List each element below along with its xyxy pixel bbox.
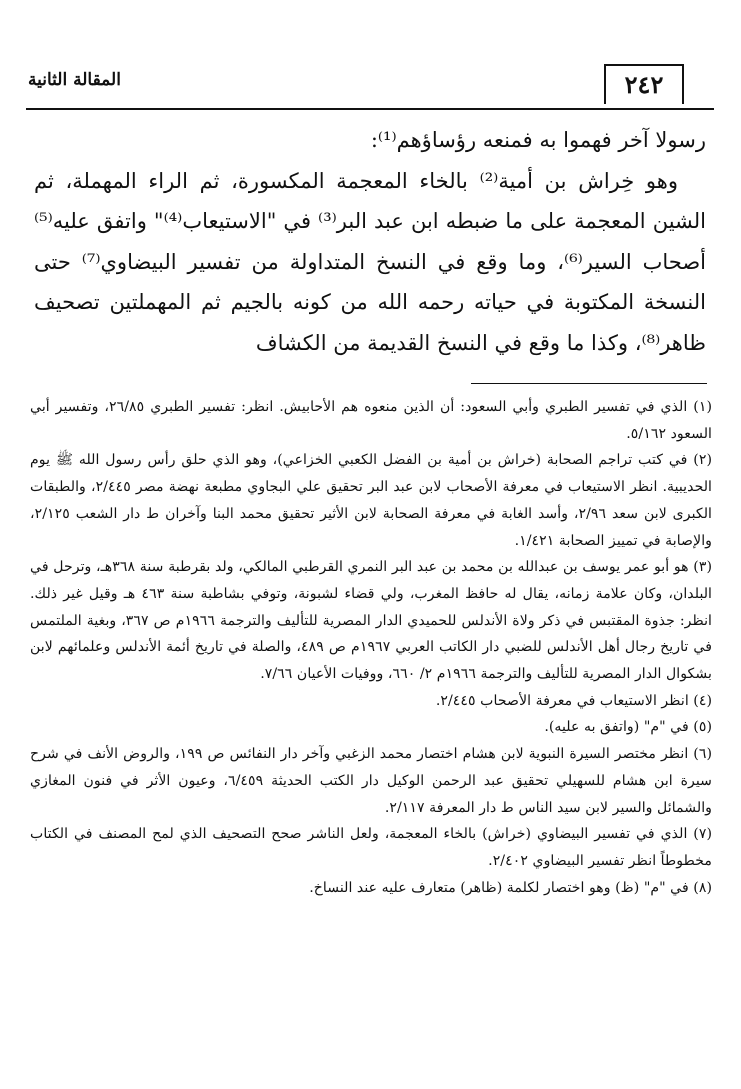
main-text (34, 120, 706, 363)
main-paragraph-1: رسولا آخر فهموا به فمنعه رؤساؤهم⁽¹⁾: (370, 128, 706, 152)
footnote-2: (٢) في كتب تراجم الصحابة (خراش بن أمية بن الفضل الكعبي الخزاعي)، وهو الذي حلق رأس رسول الله ﷺ يوم الحديبية. انظر الاستيعاب في معرفة الأصحاب لابن عبد البر تحقيق علي البجاوي مطبعة نهضة مصر ٢/٤٤٥، والطبقات الكبرى لابن سعد ٢/٩٦، وأسد الغابة في معرفة الصحابة لابن الأثير تحقيق محمد البنا وآخران ط دار الشعب ٢/١٢٥، والإصابة في تمييز الصحابة ١/٤٢١. (30, 452, 712, 549)
footnote-7: (٧) الذي في تفسير البيضاوي (خراش) بالخاء المعجمة، ولعل الناشر صحح التصحيف الذي لمح المصنف في الكتاب مخطوطاً انظر تفسير البيضاوي ٢/٤٠٢. (30, 826, 712, 869)
footnotes (30, 394, 712, 901)
footnote-3: (٣) هو أبو عمر يوسف بن عبدالله بن محمد بن عبد البر النمري القرطبي المالكي، ولد بقرطبة سنة ٣٦٨هـ، وترحل في البلدان، وكان علامة زمانه، يقال له حافظ المغرب، ولي قضاء لشبونة، وتوفي بشاطبة سنة ٤٦٣ هـ وقيل غير ذلك. انظر: جذوة المقتبس في ذكر ولاة الأندلس للحميدي الدار المصرية للتأليف والترجمة ١٩٦٦م ص ٣٦٧، وبغية الملتمس في تاريخ رجال أهل الأندلس للضبي دار الكاتب العربي ١٩٦٧م ص ٤٨٩، والصلة في تاريخ أئمة الأندلس وعلمائهم لابن بشكوال الدار المصرية للتأليف والترجمة ١٩٦٦م ٢/ ٦٦٠، ووفيات الأعيان ٧/٦٦. (30, 559, 712, 683)
footnote-1: (١) الذي في تفسير الطبري وأبي السعود: أن الذين منعوه هم الأحابيش. انظر: تفسير الطبري ٢٦/٨٥، وتفسير أبي السعود ٥/١٦٢. (30, 399, 712, 442)
page-header (26, 62, 714, 110)
footnote-8: (٨) في "م" (ظ) وهو اختصار لكلمة (ظاهر) متعارف عليه عند النساخ. (309, 879, 712, 896)
footnote-6: (٦) انظر مختصر السيرة النبوية لابن هشام اختصار محمد الزغبي وآخر دار النفائس ص ١٩٩، والروض الأنف في شرح سيرة ابن هشام للسهيلي تحقيق عبد الرحمن الوكيل دار الكتب الحديثة ٦/٤٥٩، وعيون الأثر في فنون المغازي والشمائل والسير لابن سيد الناس ط دار المعرفة ٢/١١٧. (30, 746, 713, 816)
footnote-separator (471, 383, 707, 384)
main-paragraph-2: وهو خِراش بن أمية⁽²⁾ بالخاء المعجمة المكسورة، ثم الراء المهملة، ثم الشين المعجمة على ما ضبطه ابن عبد البر⁽³⁾ في "الاستيعاب⁽⁴⁾" واتفق عليه⁽⁵⁾ أصحاب السير⁽⁶⁾، وما وقع في النسخ المتداولة من تفسير البيضاوي⁽⁷⁾ حتى النسخة المكتوبة في حياته رحمه الله من كونه بالجيم ثم المهملتين تصحيف ظاهر⁽⁸⁾، وكذا ما وقع في النسخ القديمة من الكشاف (34, 168, 706, 355)
footnote-4: (٤) انظر الاستيعاب في معرفة الأصحاب ٢/٤٤٥. (435, 692, 712, 709)
section-title: المقالة الثانية (28, 70, 121, 90)
footnote-5: (٥) في "م" (واتفق به عليه). (544, 719, 712, 736)
page-number: ٢٤٢ (604, 64, 684, 104)
